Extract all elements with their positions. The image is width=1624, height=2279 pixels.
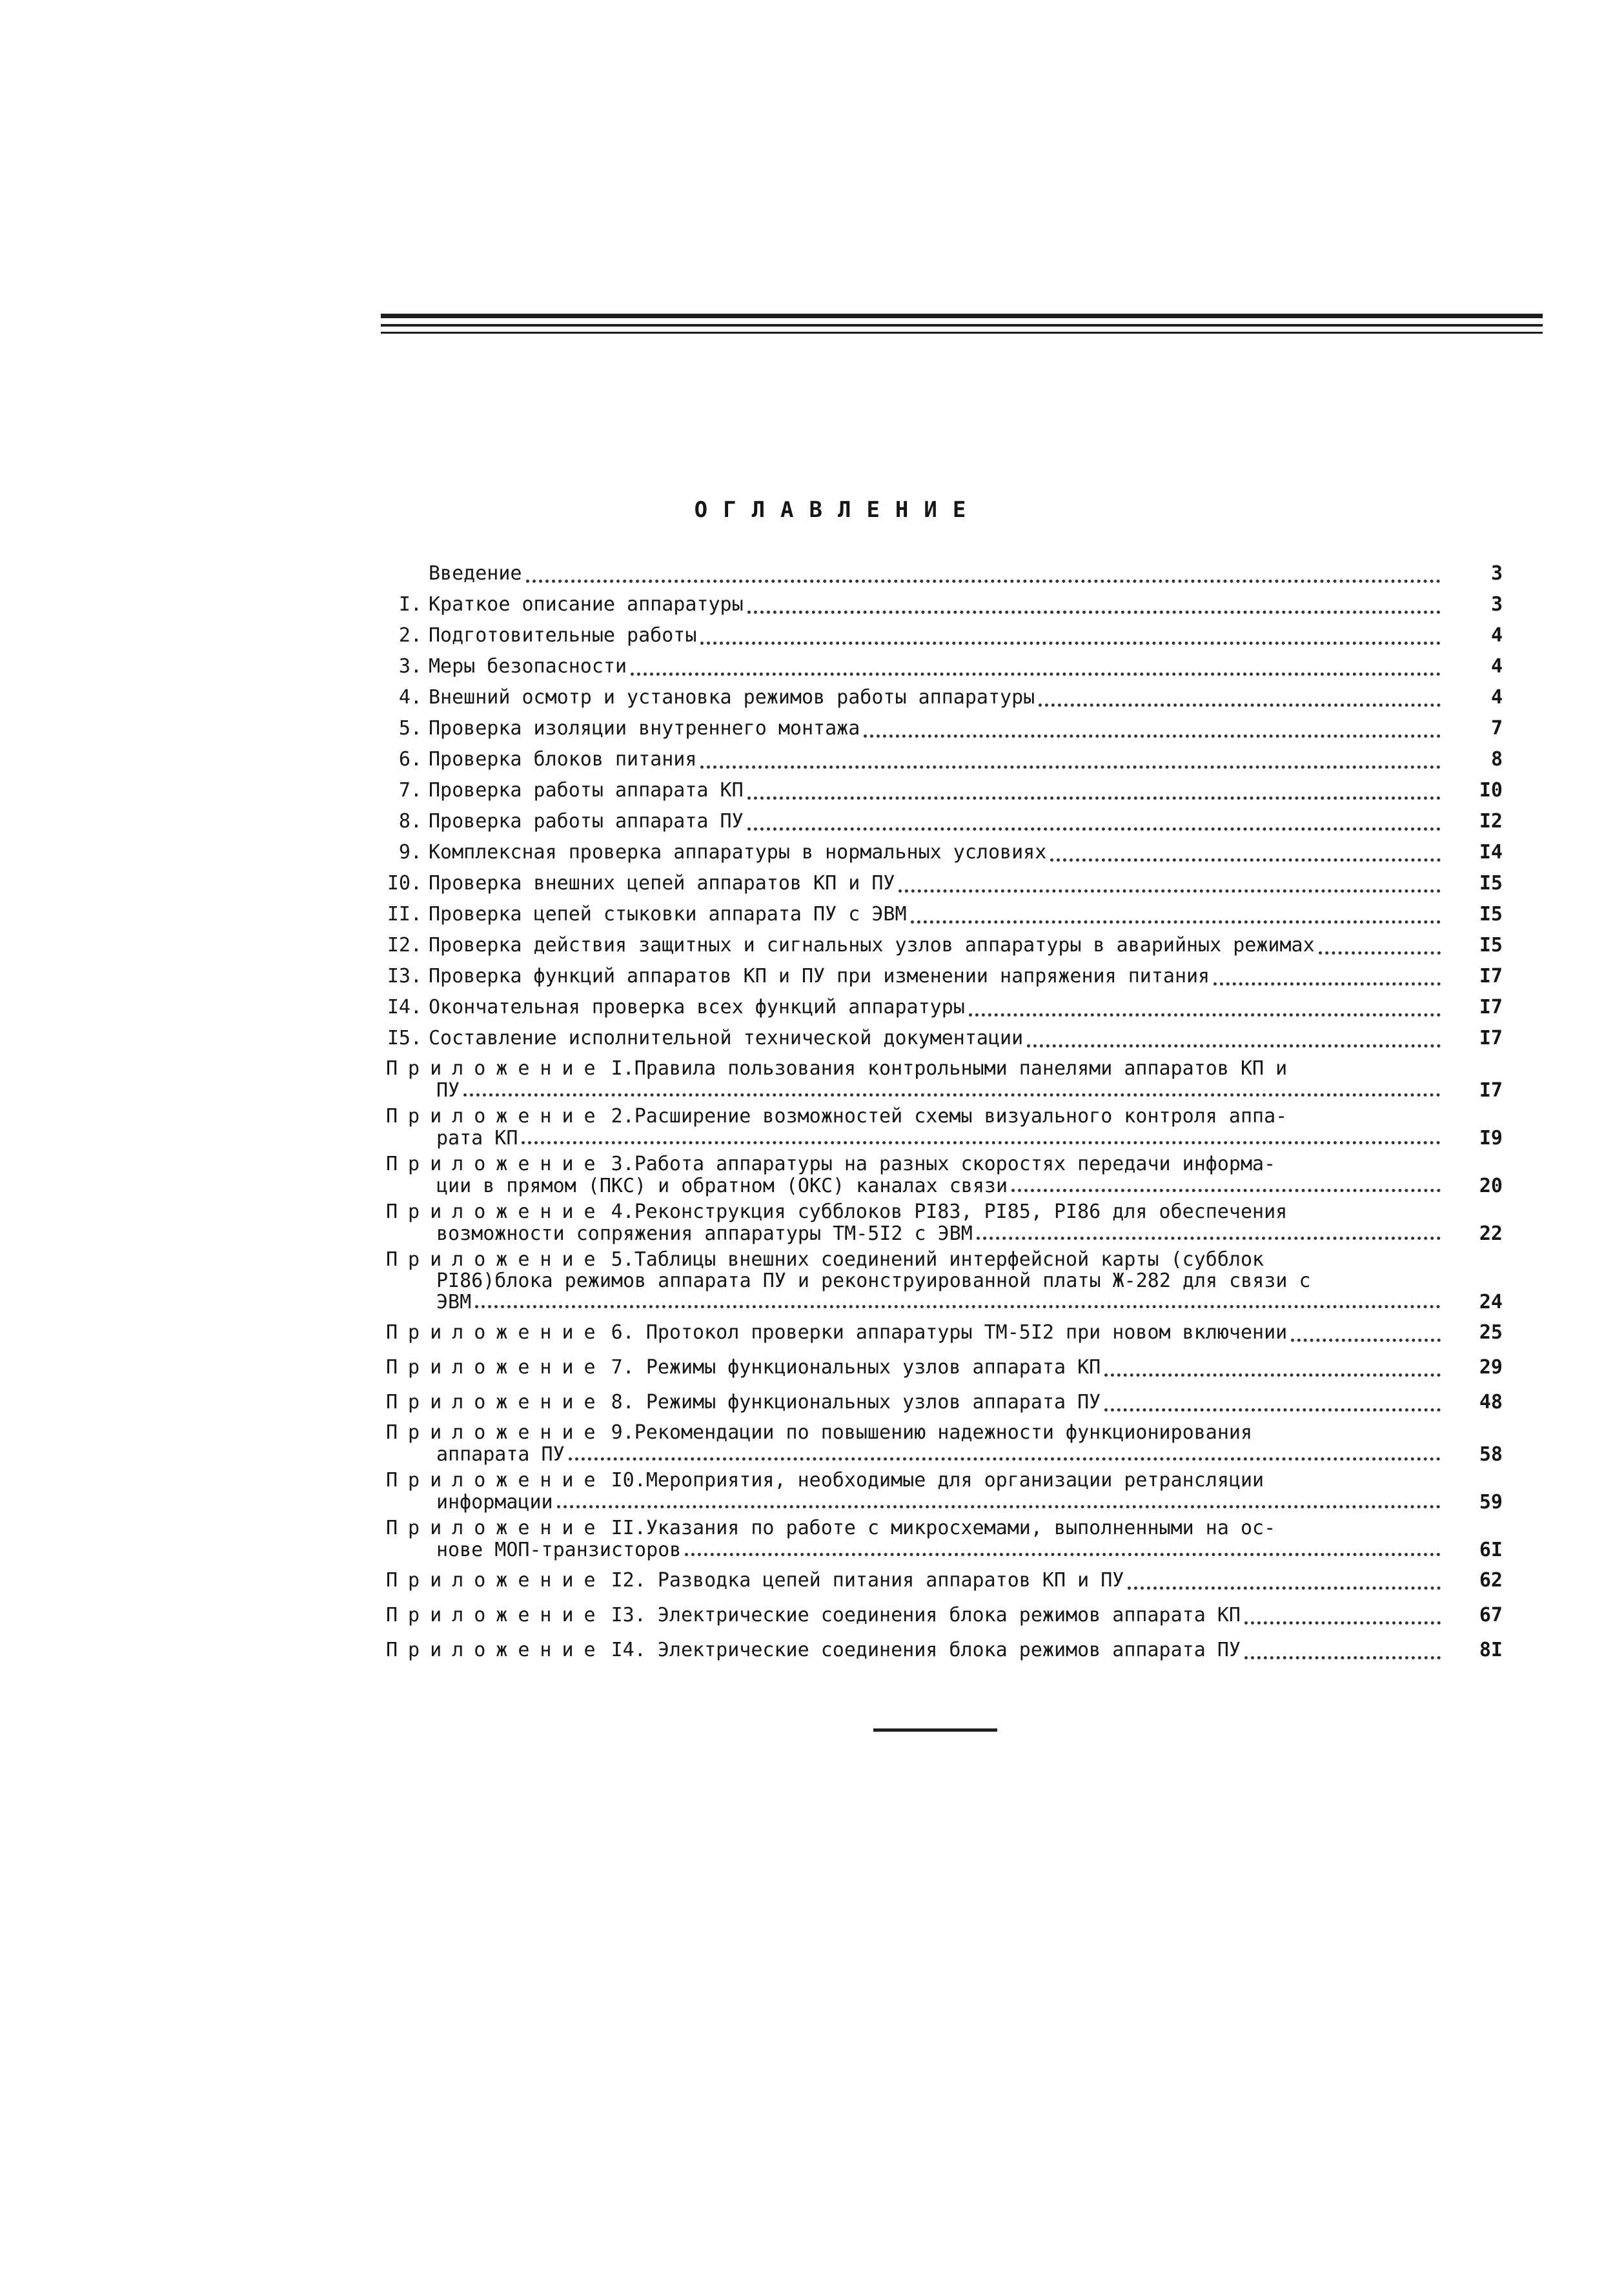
- appendix-entry: [386, 1387, 1503, 1418]
- appendix-title: Работа аппаратуры на разных скоростях передачи информа-: [634, 1153, 1276, 1175]
- toc-page-number: 3: [1490, 593, 1503, 616]
- toc-entry-number: 2.: [398, 624, 422, 647]
- toc-page-number: 3: [1490, 562, 1503, 585]
- toc-entry-number: 9.: [398, 841, 422, 864]
- toc-entry-label: [386, 837, 1046, 868]
- leader-dots: [747, 610, 1441, 614]
- end-dash: [873, 1728, 997, 1732]
- toc-entry: [386, 1023, 1503, 1054]
- toc-entry-text: Проверка внешних цепей аппаратов КП и ПУ: [429, 872, 895, 895]
- appendix-line: [386, 1635, 1503, 1666]
- toc-page-number: I7: [1479, 996, 1503, 1018]
- appendix-word: Приложение: [386, 1639, 606, 1661]
- appendix-word: Приложение: [386, 1391, 606, 1413]
- leader-dots: [1128, 1586, 1441, 1590]
- appendix-title-end: ЭВМ: [436, 1291, 472, 1313]
- leader-dots: [700, 765, 1441, 769]
- appendix-title: Правила пользования контрольными панелями аппаратов КП и: [634, 1057, 1288, 1080]
- leader-dots: [747, 827, 1441, 831]
- toc-entry-number: I2.: [387, 934, 422, 957]
- appendix-title: Электрические соединения блока режимов аппарата КП: [657, 1604, 1241, 1626]
- appendix-word: Приложение: [386, 1200, 606, 1223]
- appendix-entry: [386, 1317, 1503, 1348]
- leader-dots: [1011, 1188, 1441, 1192]
- toc-entry-text: Окончательная проверка всех функций аппаратуры: [429, 996, 965, 1018]
- appendix-last-line: [386, 1539, 1503, 1561]
- appendix-first-line: [386, 1153, 1503, 1175]
- appendix-entry: [386, 1422, 1503, 1466]
- toc-entry-label: [386, 961, 1210, 992]
- appendix-title: Рекомендации по повышению надежности функционирования: [634, 1421, 1253, 1444]
- toc-entry-label: [386, 930, 1315, 961]
- appendix-first-line: [386, 1470, 1503, 1492]
- appendix-first-line: [386, 1249, 1503, 1271]
- toc-page-number: 29: [1479, 1356, 1503, 1379]
- leader-dots: [463, 1093, 1441, 1097]
- toc-entry-number: 6.: [398, 748, 422, 771]
- leader-dots: [1104, 1373, 1441, 1377]
- toc-page-number: 4: [1490, 624, 1503, 647]
- toc-entry-label: [386, 806, 744, 837]
- appendix-word: Приложение: [386, 1153, 606, 1175]
- toc-entry: [386, 651, 1503, 682]
- toc-entry: [386, 930, 1503, 961]
- appendix-line: [386, 1600, 1503, 1631]
- toc-entry-text: Проверка блоков питания: [429, 748, 697, 771]
- toc-entry-number: II.: [387, 903, 422, 926]
- appendix-entry: [386, 1058, 1503, 1102]
- leader-dots: [1039, 703, 1441, 707]
- leader-dots: [1319, 951, 1441, 955]
- toc-page-number: I9: [1479, 1127, 1503, 1150]
- appendix-number: 6.: [611, 1321, 646, 1344]
- appendix-title: Мероприятия, необходимые для организации ретрансляции: [645, 1469, 1264, 1492]
- appendix-word: Приложение: [386, 1517, 606, 1539]
- appendix-word: Приложение: [386, 1421, 606, 1444]
- appendix-entry: [386, 1600, 1503, 1631]
- toc-page-number: 48: [1479, 1391, 1503, 1413]
- appendix-number: 4.: [611, 1200, 634, 1223]
- appendix-title-end: аппарата ПУ: [436, 1443, 565, 1466]
- toc-entry-label: [386, 744, 696, 775]
- toc-entry-text: Проверка работы аппарата КП: [429, 779, 744, 802]
- toc-entry-number: 5.: [398, 717, 422, 740]
- appendix-title-end: ции в прямом (ПКС) и обратном (ОКС) каналах связи: [436, 1175, 1008, 1197]
- leader-dots: [977, 1236, 1441, 1240]
- leader-dots: [747, 796, 1441, 800]
- appendix-title: Таблицы внешних соединений интерфейсной карты (субблок: [634, 1248, 1264, 1271]
- appendix-word: Приложение: [386, 1604, 606, 1626]
- appendix-number: 8.: [611, 1391, 646, 1413]
- appendix-number: I.: [611, 1057, 634, 1080]
- toc-page-number: 7: [1490, 717, 1503, 740]
- appendix-number: 7.: [611, 1356, 646, 1379]
- header-rule-thick: [381, 314, 1543, 318]
- appendix-number: 5.: [611, 1248, 634, 1271]
- appendix-title: Расширение возможностей схемы визуального контроля аппа-: [634, 1105, 1288, 1128]
- appendix-last-line: [386, 1492, 1503, 1514]
- toc-entry-label: [386, 868, 895, 899]
- toc-page-number: I7: [1479, 1079, 1503, 1102]
- toc-page-number: I4: [1479, 841, 1503, 864]
- appendix-first-line: [386, 1201, 1503, 1223]
- leader-dots: [557, 1504, 1441, 1508]
- toc-entry-text: Внешний осмотр и установка режимов работы аппаратуры: [429, 686, 1035, 709]
- leader-dots: [1213, 982, 1441, 986]
- appendix-entry: [386, 1635, 1503, 1666]
- appendix-entry: [386, 1106, 1503, 1150]
- toc-entry-label: [386, 620, 696, 651]
- appendix-title-end: возможности сопряжения аппаратуры ТМ-5I2 с ЭВМ: [436, 1222, 973, 1245]
- header-rule-thin: [381, 332, 1543, 334]
- appendix-number: 3.: [611, 1153, 634, 1175]
- leader-dots: [631, 672, 1441, 676]
- toc-page-number: 62: [1479, 1569, 1503, 1592]
- appendix-entry: [386, 1565, 1503, 1596]
- toc-entry-label: [386, 558, 522, 589]
- toc-page-number: I5: [1479, 872, 1503, 895]
- toc-page-number: 6I: [1479, 1539, 1503, 1561]
- appendix-number: 9.: [611, 1421, 634, 1444]
- toc-entry-text: Проверка изоляции внутреннего монтажа: [429, 717, 860, 740]
- toc-page-number: 25: [1479, 1321, 1503, 1344]
- toc-page-number: I7: [1479, 965, 1503, 988]
- toc-entry: [386, 775, 1503, 806]
- toc-entry: [386, 899, 1503, 930]
- appendix-title: Режимы функциональных узлов аппарата КП: [645, 1356, 1101, 1379]
- toc-page-number: 20: [1479, 1175, 1503, 1197]
- leader-dots: [864, 734, 1441, 738]
- appendix-number: I0.: [611, 1469, 646, 1492]
- appendix-word: Приложение: [386, 1569, 606, 1592]
- toc-page-number: I5: [1479, 934, 1503, 957]
- toc-entry-text: Проверка работы аппарата ПУ: [429, 810, 744, 833]
- leader-dots: [475, 1304, 1441, 1308]
- appendix-last-line: [386, 1291, 1503, 1313]
- toc-entry: [386, 589, 1503, 620]
- toc-entry-label: [386, 589, 744, 620]
- appendix-line: [386, 1317, 1503, 1348]
- toc-page-number: I5: [1479, 903, 1503, 926]
- leader-dots: [1050, 858, 1441, 862]
- appendix-word: Приложение: [386, 1321, 606, 1344]
- appendix-number: I4.: [611, 1639, 658, 1661]
- appendix-label: [386, 1387, 1101, 1418]
- appendix-label: [386, 1600, 1241, 1631]
- toc-page-number: 8I: [1479, 1639, 1503, 1661]
- appendix-title: Режимы функциональных узлов аппарата ПУ: [645, 1391, 1101, 1413]
- appendix-entry: [386, 1517, 1503, 1561]
- leader-dots: [1244, 1656, 1441, 1659]
- appendix-label: [386, 1565, 1124, 1596]
- header-rule-middle: [381, 324, 1543, 327]
- toc-entry-text: Комплексная проверка аппаратуры в нормальных условиях: [429, 841, 1047, 864]
- appendix-title: Электрические соединения блока режимов аппарата ПУ: [657, 1639, 1241, 1661]
- appendix-title: Протокол проверки аппаратуры ТМ-5I2 при новом включении: [645, 1321, 1288, 1344]
- leader-dots: [1291, 1338, 1441, 1342]
- appendix-number: I2.: [611, 1569, 658, 1592]
- appendix-last-line: [386, 1223, 1503, 1245]
- appendix-line: [386, 1352, 1503, 1383]
- toc-entry: [386, 806, 1503, 837]
- appendix-label: [386, 1317, 1287, 1348]
- appendix-word: Приложение: [386, 1469, 606, 1492]
- page-title: ОГЛАВЛЕНИЕ: [694, 497, 982, 523]
- appendix-last-line: [386, 1175, 1503, 1197]
- toc-entry-text: Подготовительные работы: [429, 624, 697, 647]
- toc-entry-number: 8.: [398, 810, 422, 833]
- appendix-word: Приложение: [386, 1057, 606, 1080]
- leader-dots: [685, 1552, 1441, 1556]
- appendix-label: [386, 1635, 1241, 1666]
- leader-dots: [522, 1140, 1441, 1144]
- appendix-first-line: [386, 1106, 1503, 1128]
- toc-entry: [386, 558, 1503, 589]
- leader-dots: [700, 641, 1441, 645]
- toc-entry-number: 7.: [398, 779, 422, 802]
- toc-entry-label: [386, 1023, 1023, 1054]
- toc-entry-label: [386, 651, 627, 682]
- toc-entry: [386, 868, 1503, 899]
- leader-dots: [898, 889, 1441, 893]
- toc-entry: [386, 744, 1503, 775]
- toc-page-number: 8: [1490, 748, 1503, 771]
- appendix-entry: [386, 1352, 1503, 1383]
- appendix-line: [386, 1565, 1503, 1596]
- leader-dots: [969, 1013, 1441, 1017]
- toc-entry: [386, 992, 1503, 1023]
- appendix-first-line: [386, 1517, 1503, 1539]
- appendix-word: Приложение: [386, 1105, 606, 1128]
- appendix-title: Разводка цепей питания аппаратов КП и ПУ: [657, 1569, 1124, 1592]
- toc-entry-number: I.: [398, 593, 422, 616]
- toc-page-number: 22: [1479, 1222, 1503, 1245]
- appendix-title-end: рата КП: [436, 1127, 518, 1150]
- appendix-last-line: [386, 1128, 1503, 1150]
- appendix-title-end: ПУ: [436, 1079, 460, 1102]
- appendix-first-line: [386, 1058, 1503, 1080]
- toc-entry-number: I3.: [387, 965, 422, 988]
- appendix-word: Приложение: [386, 1356, 606, 1379]
- toc-entry-text: Проверка цепей стыковки аппарата ПУ с ЭВМ: [429, 903, 907, 926]
- toc-entry-text: Краткое описание аппаратуры: [429, 593, 744, 616]
- toc-entry-number: I0.: [387, 872, 422, 895]
- leader-dots: [1244, 1621, 1441, 1625]
- toc-page-number: I7: [1479, 1027, 1503, 1049]
- toc-entry: [386, 620, 1503, 651]
- toc-page-number: 4: [1490, 655, 1503, 678]
- toc-entry-label: [386, 775, 744, 806]
- toc-page-number: 58: [1479, 1443, 1503, 1466]
- appendix-first-line: [386, 1422, 1503, 1444]
- appendix-line: [386, 1387, 1503, 1418]
- leader-dots: [569, 1457, 1441, 1461]
- leader-dots: [1104, 1408, 1441, 1412]
- toc-entry-number: 4.: [398, 686, 422, 709]
- toc-entry-text: Введение: [429, 562, 522, 585]
- appendix-label: [386, 1352, 1101, 1383]
- toc-entry-text: Составление исполнительной технической документации: [429, 1027, 1024, 1049]
- toc-entry-text: Меры безопасности: [429, 655, 627, 678]
- appendix-title: Указания по работе с микросхемами, выполненными на ос-: [645, 1517, 1276, 1539]
- leader-dots: [526, 579, 1441, 583]
- toc-entry: [386, 837, 1503, 868]
- appendix-last-line: [386, 1080, 1503, 1102]
- appendix-entry: [386, 1201, 1503, 1245]
- toc-page-number: I0: [1479, 779, 1503, 802]
- toc-entry-number: I5.: [387, 1027, 422, 1049]
- toc-entry-number: 3.: [398, 655, 422, 678]
- appendix-title: Реконструкция субблоков PI83, PI85, PI86 для обеспечения: [634, 1200, 1288, 1223]
- leader-dots: [1027, 1044, 1441, 1048]
- leader-dots: [911, 920, 1441, 924]
- appendix-entry: [386, 1249, 1503, 1313]
- appendix-title-continued: PI86)блока режимов аппарата ПУ и реконструированной платы Ж-282 для связи с: [436, 1270, 1311, 1292]
- appendix-entry: [386, 1153, 1503, 1197]
- appendix-title-end: нове МОП-транзисторов: [436, 1539, 682, 1561]
- toc-page-number: I2: [1479, 810, 1503, 833]
- toc-page-number: 59: [1479, 1491, 1503, 1514]
- toc-entry-text: Проверка функций аппаратов КП и ПУ при изменении напряжения питания: [429, 965, 1210, 988]
- appendix-number: II.: [611, 1517, 646, 1539]
- toc-entry: [386, 682, 1503, 713]
- toc-entry-label: [386, 992, 965, 1023]
- toc-page-number: 24: [1479, 1291, 1503, 1313]
- appendix-title-end: информации: [436, 1491, 553, 1514]
- toc-entry-label: [386, 682, 1035, 713]
- appendix-number: I3.: [611, 1604, 658, 1626]
- toc-page-number: 67: [1479, 1604, 1503, 1626]
- toc-entry-text: Проверка действия защитных и сигнальных узлов аппаратуры в аварийных режимах: [429, 934, 1315, 957]
- appendix-number: 2.: [611, 1105, 634, 1128]
- toc-entry: [386, 961, 1503, 992]
- toc-entry-number: I4.: [387, 996, 422, 1018]
- toc-entry-label: [386, 713, 860, 744]
- appendix-last-line: [386, 1444, 1503, 1466]
- appendix-word: Приложение: [386, 1248, 606, 1271]
- toc-entry-label: [386, 899, 907, 930]
- toc-page-number: 4: [1490, 686, 1503, 709]
- table-of-contents: [386, 558, 1503, 1666]
- appendix-entry: [386, 1470, 1503, 1514]
- toc-entry: [386, 713, 1503, 744]
